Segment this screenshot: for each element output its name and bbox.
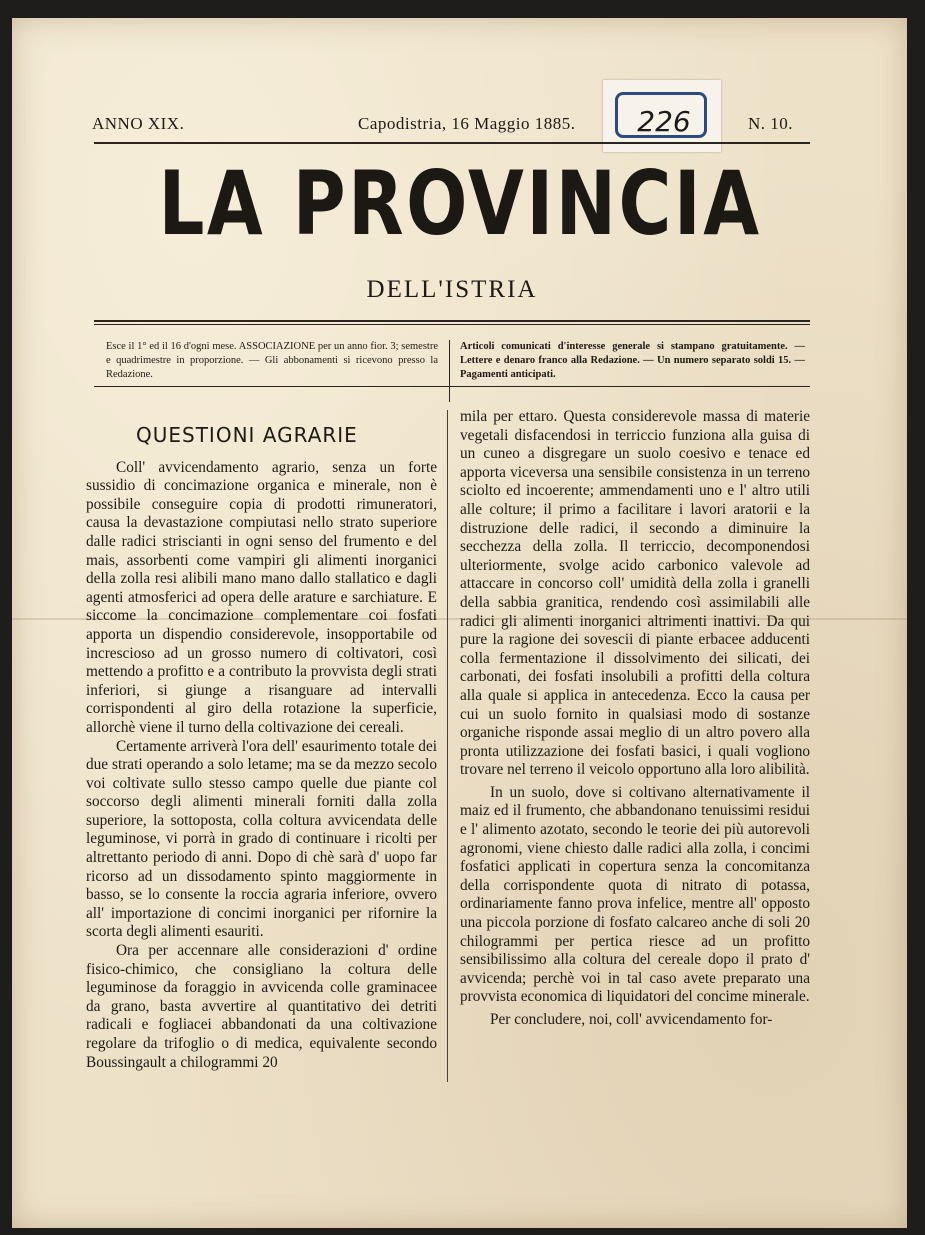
paragraph: Certamente arriverà l'ora dell' esaurimento totale dei due strati operando a solo letame; ma se da mezzo secolo voi coltivate sullo stesso campo quelle due piante col soccorso degli alimenti minerali forniti dalla zolla superiore, la sottoposta, colla coltura avvicendata delle leguminose, vi porrà in grado di continuare i ricolti per altrettanto periodo di anni. Dopo di chè sarà d' uopo far ricorso ad un dissodamento spinto maggiormente in basso, se lo consente la roccia agraria inferiore, ovvero all' importazione di concimi inorganici per rifornire la scorta degli alimenti esauriti. xyxy=(86,737,437,941)
article-title: QUESTIONI AGRARIE xyxy=(136,423,358,447)
newspaper-page xyxy=(12,18,907,1228)
masthead-rule xyxy=(94,320,810,322)
paragraph: Ora per accennare alle considerazioni d' ordine fisico-chimico, che consigliano la coltura delle leguminose da foraggio in avvicenda colle graminacee da grano, basta avvertire al quantitativo dei detriti radicali e fogliacei abbandonati da una coltivazione regolare da trifoglio o di medica, equivalente secondo Boussingault a chilogrammi 20 xyxy=(86,942,437,1071)
issue-year: ANNO XIX. xyxy=(92,114,185,133)
article-column-right xyxy=(460,408,810,1030)
stamp-number: 226 xyxy=(637,105,691,138)
issue-number: N. 10. xyxy=(748,114,794,133)
stamp-frame xyxy=(615,92,707,138)
masthead-subtitle: DELL'ISTRIA xyxy=(366,276,538,303)
paragraph: In un suolo, dove si coltivano alternativamente il maiz ed il frumento, che abbandonano tenuissimi residui e l' alimento azotato, secondo le teorie dei più autorevoli agronomi, viene chiesto dalle radici alla zolla, i concimi fosfatici applicati in copertura senza la concomitanza della corrispondente quota di nitrato di potassa, ordinariamente fanno prova infelice, mentre all' opposto una piccola porzione di fosfato calcareo anche di soli 20 chilogrammi per pertica riesce ad un profitto sensibilissimo alla coltura del cereale dopo il prato d' avvicenda; perchè voi in tal caso avete preparato una provvista economica di liquidatori del concime minerale. xyxy=(460,783,810,1006)
info-rule xyxy=(94,386,810,387)
info-divider xyxy=(449,340,450,402)
article-column-left xyxy=(86,416,437,1072)
paragraph: Coll' avvicendamento agrario, senza un forte sussidio di concimazione organica e minerale, non è possibile conseguire copia di prodotti rimuneratori, causa la devastazione compiutasi nello strato superiore dalle radici striscianti in ogni senso del frumento e del mais, assorbenti come vampiri gli alimenti inorganici della zolla resi alibili mano mano dallo stallatico e dagli agenti atmosferici ad opera delle arature e sarchiature. E siccome la concimazione complementare coi fosfati apporta un dispendio considerevole, insopportabile od increscioso ad un grosso numero di coltivatori, così mettendo a profitto e a contributo la provvista degli strati inferiori, si giunge a risanguare ad intervalli corrispondenti al giro della rotazione la superficie, allorchè viene il turno della coltivazione dei cereali. xyxy=(86,458,437,736)
masthead-rule-thin xyxy=(94,324,810,325)
paragraph: mila per ettaro. Questa considerevole massa di materie vegetali disfacendosi in terriccio funziona alla guisa di un cuneo a disgregare un suolo coesivo e tenace ed apporta viceversa una sensibile consistenza in un terreno sciolto ed incoerente; ammendamenti uno e l' altro utili alle colture; il primo a facilitare i lavori aratorii e la distruzione delle radici, il secondo a diminuire la secchezza della zolla. Il terriccio, decomponendosi ulteriormente, svolge acido carbonico valevole ad attaccare in concorso coll' umidità della zolla i granelli della sabbia granitica, rendendo così assimilabili alle radici gli alimenti inorganici altrimenti inattivi. Da qui pure la ragione dei sovescii di piante erbacee adducenti colla fermentazione il dissolvimento dei silicati, dei carbonati, dei fosfati insolubili a profitti della coltura alla quale si applica in antecedenza. Ecco la causa per cui un suolo fornito in qualsiasi modo di sostanze organiche risponde assai meglio di un altro povero alla pronta utilizzazione dei fosfati basici, i quali vogliono trovare nel terreno il veicolo opportuno alla loro alibilità. xyxy=(460,408,810,779)
masthead-title: LA PROVINCIA xyxy=(158,152,762,255)
publication-info: Articoli comunicati d'interesse generale si stampano gratuitamente. — Lettere e denaro franco alla Redazione. — Un numero separato soldi 15. — Pagamenti anticipati. xyxy=(460,341,805,380)
subscription-info: Esce il 1° ed il 16 d'ogni mese. ASSOCIAZIONE per un anno fior. 3; semestre e quadrimestre in proporzione. — Gli abbonamenti si ricevono presso la Redazione. xyxy=(106,341,438,380)
paragraph: Per concludere, noi, coll' avvicendamento for- xyxy=(490,1011,773,1028)
header-rule xyxy=(94,142,810,144)
place-date: Capodistria, 16 Maggio 1885. xyxy=(358,114,576,133)
column-divider xyxy=(447,410,448,1082)
